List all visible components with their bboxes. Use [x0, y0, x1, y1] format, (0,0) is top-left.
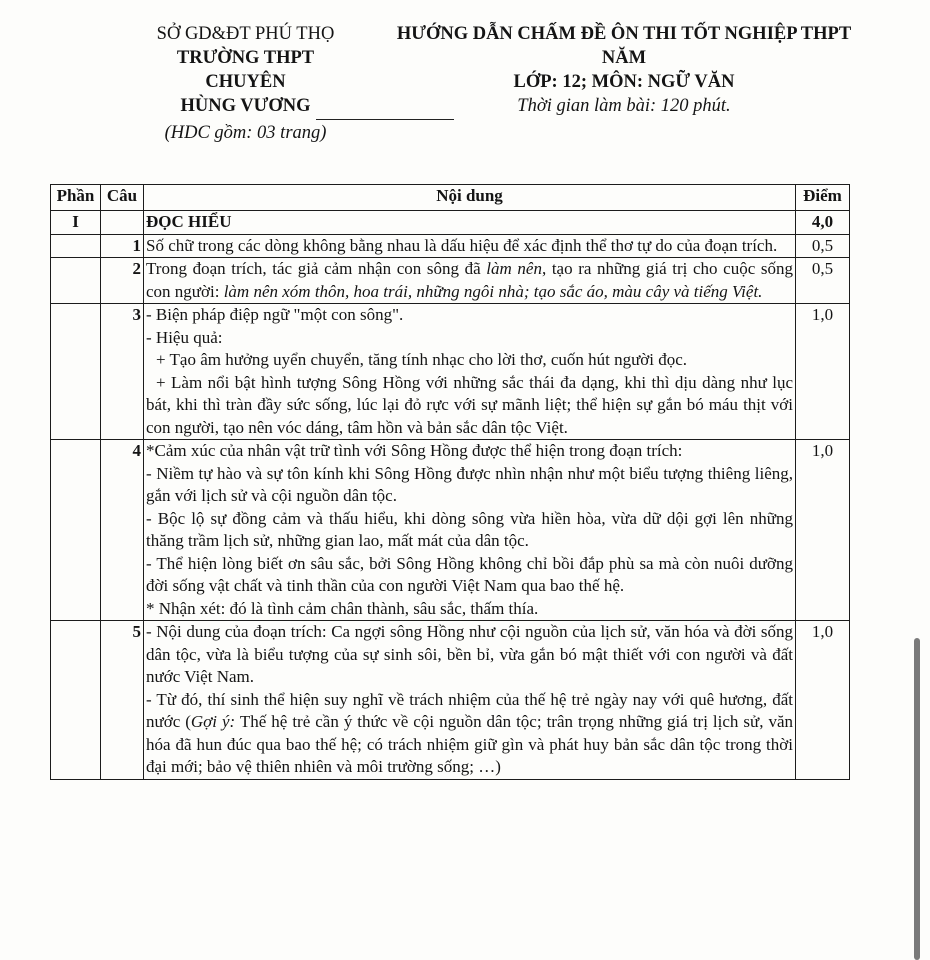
phan-cell [51, 258, 101, 304]
question-number: 3 [101, 304, 144, 440]
answer-content [144, 621, 796, 780]
header-noi-dung: Nội dung [144, 185, 796, 211]
score-cell: 1,0 [796, 304, 850, 440]
section-cau-empty [101, 211, 144, 235]
school-name-line2: CHUYÊN [205, 72, 286, 92]
table-row [51, 304, 850, 440]
answer-text-part: - Từ đó, thí sinh thể hiện suy nghĩ về trách nhiệm của thế hệ trẻ ngày nay với quê hương, đất nước ( [146, 689, 793, 731]
section-row [51, 211, 850, 235]
question-number: 4 [101, 440, 144, 621]
question-number: 1 [101, 234, 144, 258]
header-left [128, 22, 363, 145]
answer-line: * Nhận xét: đó là tình cảm chân thành, sâu sắc, thấm thía. [146, 598, 539, 618]
hint-label: Gợi ý: [190, 712, 236, 731]
school-name-line1: TRƯỜNG THPT [176, 48, 315, 68]
answer-line: - Hiệu quả: [146, 327, 223, 347]
phan-cell [51, 440, 101, 621]
exam-duration: Thời gian làm bài: 120 phút. [517, 96, 731, 116]
answer-text-part: Thế hệ trẻ cần ý thức về cội nguồn dân tộc; trân trọng những giá trị lịch sử, văn hóa đã hun đúc qua bao thế hệ; có trách nhiệm giữ gìn và phát huy bản sắc dân tộc trong thời đại mới; bảo vệ thiên nhiên và môi trường sống; …) [146, 712, 794, 776]
answer-content [144, 440, 796, 621]
phan-cell [51, 621, 101, 780]
score-cell: 1,0 [796, 440, 850, 621]
answer-line: + Tạo âm hưởng uyển chuyển, tăng tính nhạc cho lời thơ, cuốn hút người đọc. [156, 350, 688, 369]
grading-table [50, 184, 850, 780]
phan-cell [51, 304, 101, 440]
vertical-scrollbar[interactable] [914, 638, 920, 960]
answer-line: - Biện pháp điệp ngữ "một con sông". [146, 305, 404, 324]
answer-line: - Thể hiện lòng biết ơn sâu sắc, bởi Sông Hồng không chỉ bồi đắp phù sa mà còn nuôi dưỡng đời sống vật chất và tinh thần của con người Việt Nam qua bao thế hệ. [146, 553, 793, 595]
answer-text: Số chữ trong các dòng không bằng nhau là dấu hiệu để xác định thể thơ tự do của đoạn trích. [146, 235, 778, 255]
header-phan: Phần [51, 185, 101, 211]
question-number: 5 [101, 621, 144, 780]
answer-line: - Niềm tự hào và sự tôn kính khi Sông Hồng được nhìn nhận như một biểu tượng thiêng liêng, gắn với lịch sử và cội nguồn dân tộc. [146, 463, 793, 505]
answer-line: - Bộc lộ sự đồng cảm và thấu hiểu, khi dòng sông vừa hiền hòa, vừa dữ dội gợi lên những thăng trầm lịch sử, những gian lao, mất mát của dân tộc. [146, 508, 793, 550]
section-number: I [51, 211, 101, 235]
header-divider [316, 119, 454, 120]
answer-line: *Cảm xúc của nhân vật trữ tình với Sông Hồng được thể hiện trong đoạn trích: [146, 441, 683, 460]
table-row [51, 234, 850, 258]
answer-text-part: Trong đoạn trích, tác giả cảm nhận con sông đã [146, 259, 487, 278]
question-number: 2 [101, 258, 144, 304]
answer-content [144, 258, 796, 304]
department-name: SỞ GD&ĐT PHÚ THỌ [156, 24, 335, 44]
header-right [368, 22, 880, 118]
answer-line: + Làm nổi bật hình tượng Sông Hồng với những sắc thái đa dạng, khi thì dịu dàng như lục bát, khi thì tràn đầy sức sống, lúc lại đỏ rực với sự mãnh liệt; thể hiện sự gắn bó máu thịt với con người, tạo nên vóc dáng, tâm hồn và bản sắc dân tộc Việt. [146, 372, 793, 437]
answer-text-italic: làm nên xóm thôn, hoa trái, những ngôi nhà; tạo sắc áo, màu cây và tiếng Việt. [223, 281, 763, 301]
score-cell: 1,0 [796, 621, 850, 780]
doc-title-line2: NĂM [601, 48, 647, 68]
section-score: 4,0 [796, 211, 850, 235]
header-cau: Câu [101, 185, 144, 211]
section-title: ĐỌC HIỂU [144, 211, 796, 235]
page-count-note: (HDC gồm: 03 trang) [164, 123, 327, 143]
table-header-row [51, 185, 850, 211]
doc-title-line1: HƯỚNG DẪN CHẤM ĐỀ ÔN THI TỐT NGHIỆP THPT [396, 24, 852, 44]
table-row [51, 440, 850, 621]
answer-content [144, 304, 796, 440]
answer-line: - Nội dung của đoạn trích: Ca ngợi sông Hồng như cội nguồn của lịch sử, văn hóa và đời sống dân tộc, vừa là biểu tượng của sự sinh sôi, bền bỉ, vừa gắn bó mật thiết với con người và đất nước Việt Nam. [146, 622, 793, 686]
answer-text-italic: làm nên [486, 259, 542, 278]
header-diem: Điểm [796, 185, 850, 211]
table-row [51, 258, 850, 304]
table-row [51, 621, 850, 780]
answer-line [146, 689, 793, 779]
school-name-line3: HÙNG VƯƠNG [180, 96, 311, 116]
answer-content [144, 234, 796, 258]
phan-cell [51, 234, 101, 258]
score-cell: 0,5 [796, 258, 850, 304]
score-cell: 0,5 [796, 234, 850, 258]
answer-text-part: , tạo ra những giá trị cho cuộc sống con người: [146, 259, 794, 301]
grade-subject: LỚP: 12; MÔN: NGỮ VĂN [513, 72, 735, 92]
